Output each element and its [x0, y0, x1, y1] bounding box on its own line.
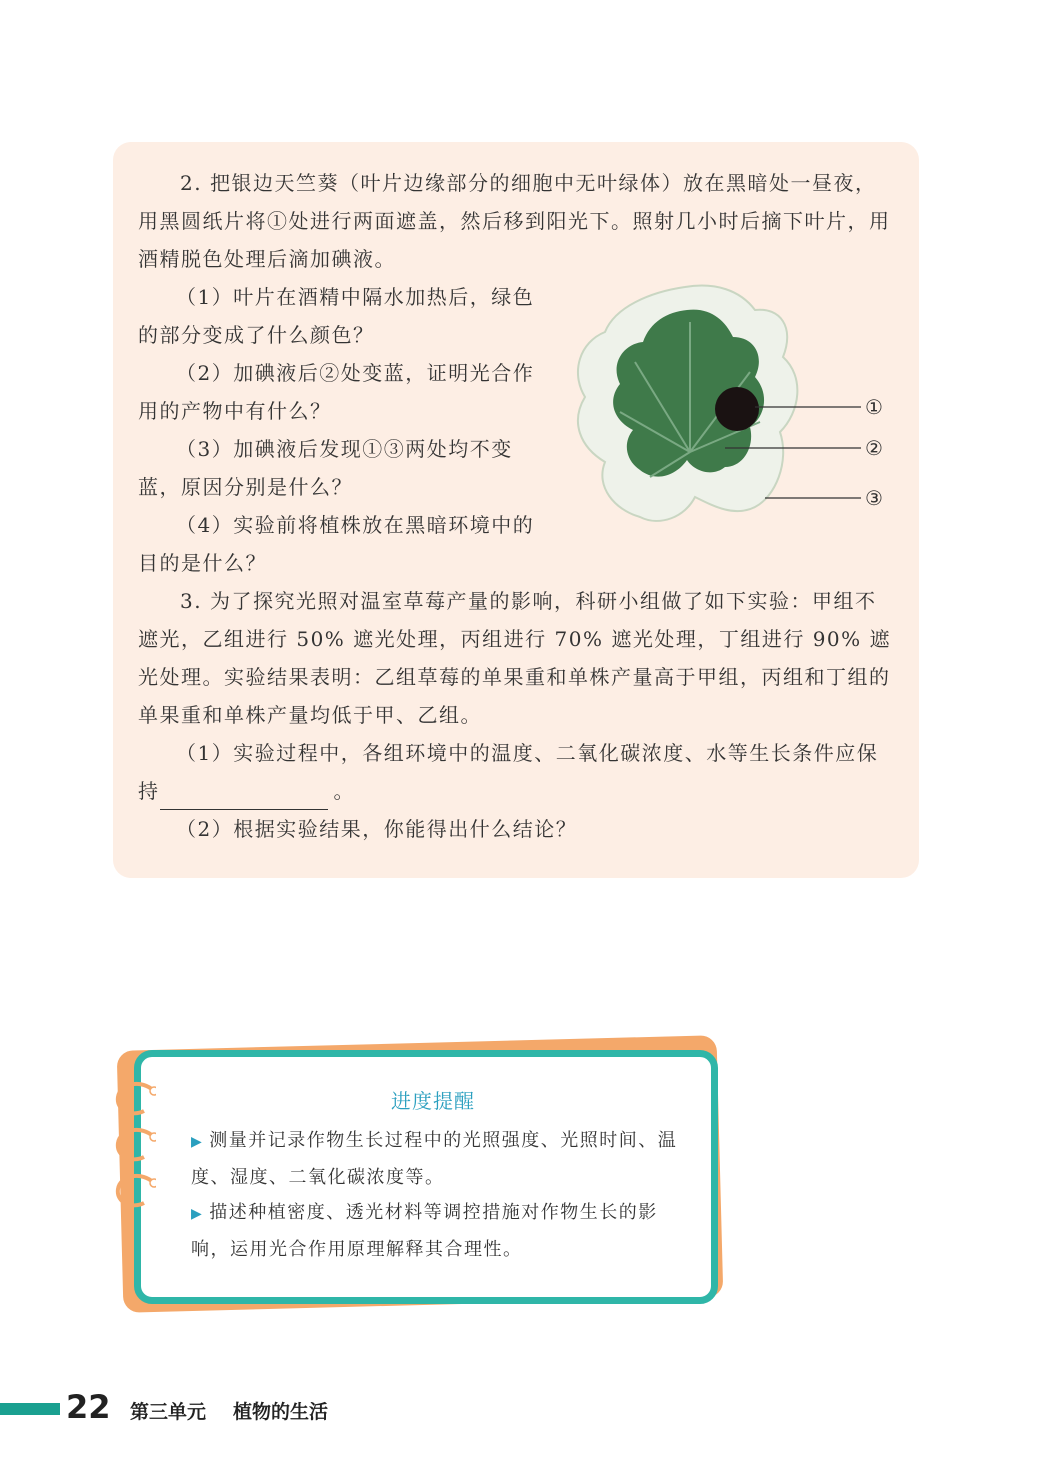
- question-2-intro: 2. 把银边天竺葵（叶片边缘部分的细胞中无叶绿体）放在黑暗处一昼夜，用黑圆纸片将①处进行两面遮盖，然后移到阳光下。照射几小时后摘下叶片，用酒精脱色处理后滴加碘液。: [138, 171, 891, 271]
- question-2-sub-4: （4）实验前将植株放在黑暗环境中的目的是什么？: [138, 513, 535, 575]
- reminder-card-panel: [134, 1050, 718, 1304]
- question-3-sub-1-text: （1）实验过程中，各组环境中的温度、二氧化碳浓度、水等生长条件应保持: [138, 741, 879, 803]
- page-number: 22: [66, 1388, 111, 1426]
- question-3-sub-1-end: 。: [333, 779, 355, 803]
- bullet-triangle-icon: ▶: [191, 1134, 204, 1150]
- footer-accent-bar: [0, 1403, 60, 1415]
- progress-reminder-card: [108, 1035, 728, 1315]
- leaf-illustration: [565, 282, 905, 542]
- reminder-title: 进度提醒: [391, 1089, 475, 1113]
- callout-label-3: ③: [865, 486, 883, 510]
- callout-label-2: ②: [865, 436, 883, 460]
- question-3-intro: 3. 为了探究光照对温室草莓产量的影响，科研小组做了如下实验：甲组不遮光，乙组进行 50% 遮光处理，丙组进行 70% 遮光处理，丁组进行 90% 遮光处理。实验结果表明：乙组草莓的单果重和单株产量高于甲组，丙组和丁组的单果重和单株产量均低于甲、乙组。: [138, 589, 892, 727]
- binder-ring-icon: [114, 1123, 156, 1165]
- binder-ring-icon: [114, 1077, 156, 1119]
- reminder-item-2: [191, 1195, 681, 1268]
- chapter-label: 植物的生活: [233, 1401, 329, 1423]
- reminder-item-2-text: 描述种植密度、透光材料等调控措施对作物生长的影响，运用光合作用原理解释其合理性。: [191, 1202, 658, 1260]
- binder-ring-icon: [114, 1169, 156, 1211]
- question-2-sub-2: （2）加碘液后②处变蓝，证明光合作用的产物中有什么？: [138, 361, 535, 423]
- bullet-triangle-icon: ▶: [191, 1206, 204, 1222]
- geranium-leaf-figure: [565, 282, 905, 542]
- fill-in-blank[interactable]: [160, 785, 328, 810]
- unit-label: 第三单元: [130, 1401, 207, 1423]
- black-paper-dot: [715, 387, 759, 431]
- reminder-item-1: [191, 1123, 681, 1196]
- reminder-item-1-text: 测量并记录作物生长过程中的光照强度、光照时间、温度、湿度、二氧化碳浓度等。: [191, 1130, 678, 1188]
- callout-label-1: ①: [865, 395, 883, 419]
- question-3-sub-1: [138, 734, 894, 810]
- question-3-sub-2: （2）根据实验结果，你能得出什么结论？: [176, 817, 578, 841]
- exercise-box: [113, 142, 919, 878]
- question-2-sub-3: （3）加碘液后发现①③两处均不变蓝，原因分别是什么？: [138, 437, 513, 499]
- question-2-sub-1: （1）叶片在酒精中隔水加热后，绿色的部分变成了什么颜色？: [138, 285, 535, 347]
